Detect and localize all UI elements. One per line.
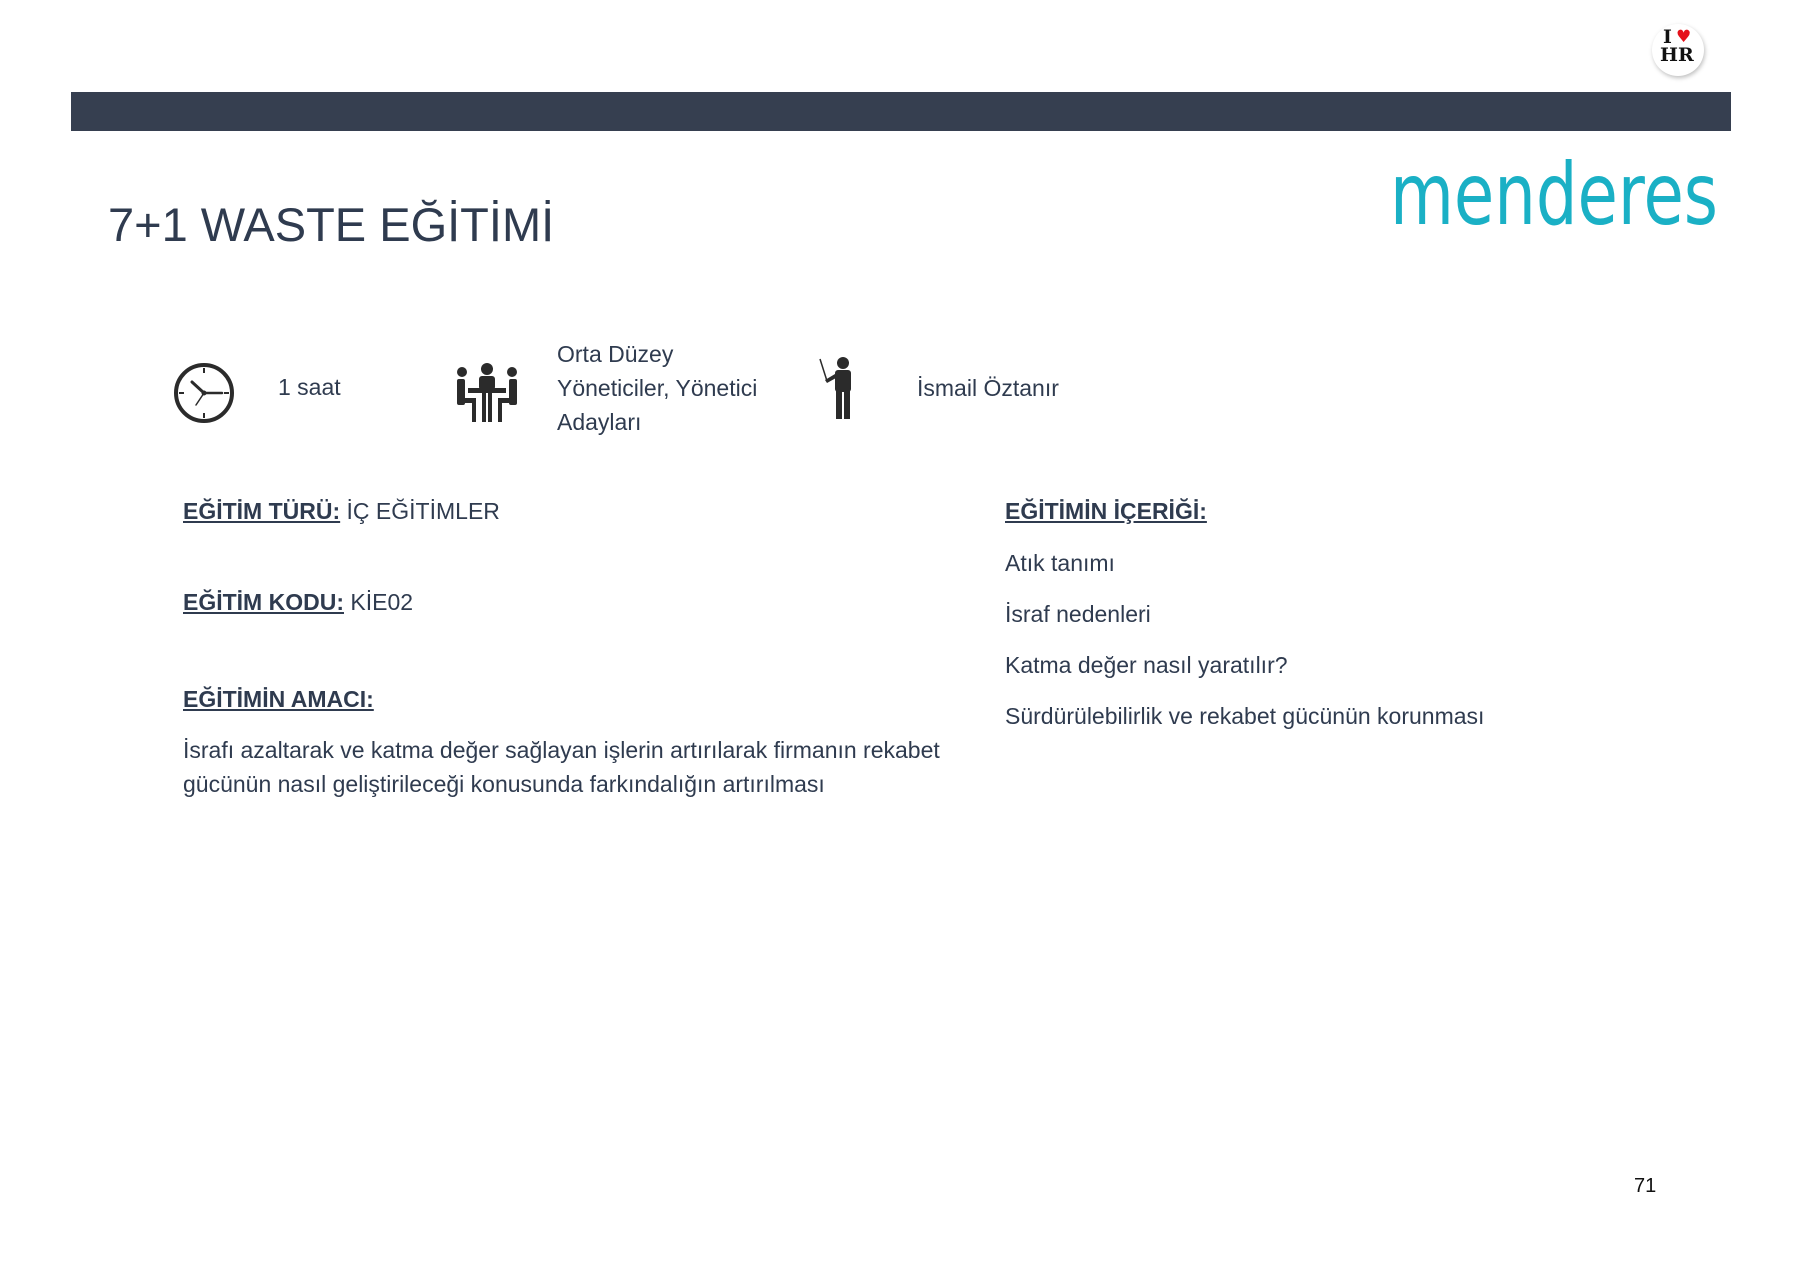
header-bar — [71, 92, 1731, 131]
audience-line-1: Orta Düzey — [557, 341, 674, 367]
training-content-heading — [1005, 494, 1207, 528]
training-purpose-heading — [183, 682, 374, 716]
training-content-label: EĞİTİMİN İÇERİĞİ: — [1005, 498, 1207, 524]
heart-icon: ♥ — [1676, 27, 1692, 47]
page-number: 71 — [1634, 1175, 1657, 1197]
audience-line-2: Yöneticiler, Yönetici — [557, 375, 758, 401]
training-code-value: KİE02 — [350, 589, 414, 615]
trainer-name: İsmail Öztanır — [917, 375, 1059, 401]
training-purpose-text: İsrafı azaltarak ve katma değer sağlayan işlerin artırılarak firmanın rekabet gücünün nasıl geliştirileceği konusunda farkındalığın artırılması — [183, 737, 940, 797]
duration-text: 1 saat — [278, 374, 341, 400]
badge-letters-hr: HR — [1660, 44, 1694, 66]
training-code — [183, 585, 413, 619]
presenter-icon — [818, 356, 856, 420]
training-type — [183, 494, 500, 528]
training-purpose-label: EĞİTİMİN AMACI: — [183, 686, 374, 712]
svg-text:menderes: menderes — [1390, 145, 1718, 245]
training-code-label: EĞİTİM KODU: — [183, 589, 344, 615]
meeting-group-icon — [454, 362, 520, 424]
page-title: 7+1 WASTE EĞİTİMİ — [108, 198, 555, 251]
list-item: Katma değer nasıl yaratılır? — [1005, 652, 1288, 678]
i-love-hr-badge — [1652, 24, 1704, 76]
badge-letter-i: I — [1663, 26, 1672, 48]
menderes-logo — [1390, 145, 1720, 245]
audience-text — [557, 337, 757, 439]
clock-icon — [172, 361, 236, 425]
training-type-label: EĞİTİM TÜRÜ: — [183, 498, 341, 524]
list-item: Atık tanımı — [1005, 550, 1115, 576]
list-item: Sürdürülebilirlik ve rekabet gücünün korunması — [1005, 703, 1485, 729]
list-item: İsraf nedenleri — [1005, 601, 1151, 627]
audience-line-3: Adayları — [557, 409, 642, 435]
training-type-value: İÇ EĞİTİMLER — [346, 498, 500, 524]
training-content-list — [1005, 546, 1484, 750]
